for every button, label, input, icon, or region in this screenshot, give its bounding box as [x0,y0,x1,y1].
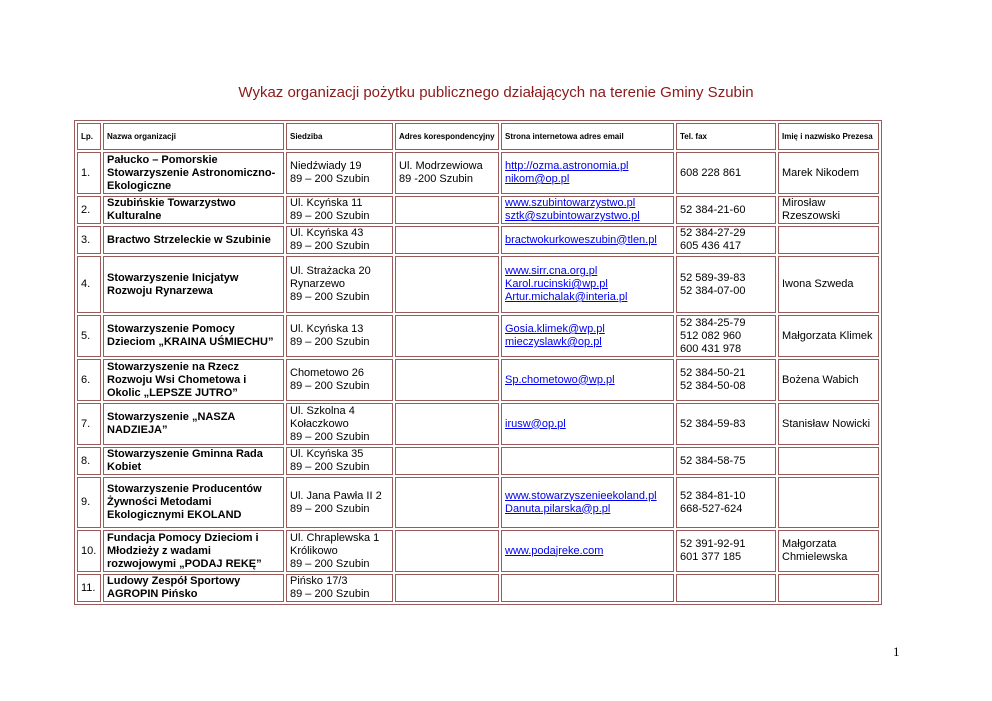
table-row [77,403,879,445]
web-email-link[interactable]: Gosia.klimek@wp.pl [505,323,605,335]
header-tel-fax: Tel. fax [676,123,776,150]
cell-line: Ul. Kcyńska 43 [290,227,364,239]
page-number: 1 [893,644,900,659]
cell-line: Ul. Kcyńska 13 [290,323,364,335]
cell-line: Ul. Kcyńska 11 [290,197,363,209]
cell-seat [286,196,393,224]
cell-line: 52 384-81-10 [680,489,746,502]
cell-line: Rynarzewo [290,278,346,290]
cell-line: Ul. Modrzewiowa [399,160,483,172]
web-email-link[interactable]: Danuta.pilarska@p.pl [505,502,611,515]
cell-organization-name: Fundacja Pomocy Dzieciom i Młodzieży z wadami rozwojowymi „PODAJ REKĘ” [103,530,284,572]
cell-web-email [501,152,674,194]
header-president: Imię i nazwisko Prezesa [778,123,879,150]
cell-organization-name: Stowarzyszenie Producentów Żywności Metodami Ekologicznymi EKOLAND [103,477,284,528]
cell-lp: 8. [77,447,101,475]
table-body [77,152,879,602]
web-email-link[interactable]: mieczyslawk@op.pl [505,336,602,348]
cell-mail-address [395,403,499,445]
header-seat: Siedziba [286,123,393,150]
cell-line: 608 228 861 [680,166,742,179]
cell-lp: 5. [77,315,101,357]
cell-president [778,477,879,528]
cell-president: Stanisław Nowicki [778,403,879,445]
cell-line: 512 082 960 [680,329,742,342]
cell-line: 52 384-27-29 [680,227,746,239]
web-email-link[interactable]: Sp.chometowo@wp.pl [505,373,615,386]
cell-seat [286,403,393,445]
cell-tel-fax [676,196,776,224]
cell-organization-name: Ludowy Zespół Sportowy AGROPIN Pińsko [103,574,284,602]
table-row [77,152,879,194]
cell-line: 600 431 978 [680,342,742,355]
cell-line: 89 – 200 Szubin [290,502,370,515]
header-name: Nazwa organizacji [103,123,284,150]
cell-seat [286,359,393,401]
cell-line: 52 391-92-91 [680,538,746,550]
cell-line: 89 -200 Szubin [399,173,473,185]
web-email-link[interactable]: www.szubintowarzystwo.pl [505,197,636,209]
cell-web-email [501,226,674,254]
table-row [77,315,879,357]
web-email-link[interactable]: Karol.rucinski@wp.pl [505,278,608,290]
cell-organization-name: Szubińskie Towarzystwo Kulturalne [103,196,284,224]
table-row [77,574,879,602]
cell-line: Pińsko 17/3 [290,575,348,587]
cell-organization-name: Stowarzyszenie Gminna Rada Kobiet [103,447,284,475]
cell-president: Małgorzata Klimek [778,315,879,357]
cell-line: 89 – 200 Szubin [290,557,370,570]
cell-line: Ul. Jana Pawła II 2 [290,489,382,502]
cell-web-email [501,315,674,357]
header-lp: Lp. [77,123,101,150]
cell-tel-fax [676,359,776,401]
cell-tel-fax [676,226,776,254]
cell-tel-fax [676,574,776,602]
cell-mail-address [395,477,499,528]
cell-line: 52 384-50-08 [680,380,746,392]
cell-seat [286,152,393,194]
cell-president: Małgorzata Chmielewska [778,530,879,572]
cell-line: 52 384-50-21 [680,367,746,379]
cell-president [778,447,879,475]
cell-mail-address [395,574,499,602]
cell-tel-fax [676,152,776,194]
cell-president: Iwona Szweda [778,256,879,313]
cell-lp: 11. [77,574,101,602]
cell-line: 89 – 200 Szubin [290,430,370,443]
organizations-table [74,120,882,605]
cell-mail-address [395,256,499,313]
web-email-link[interactable]: http://ozma.astronomia.pl [505,160,629,172]
cell-president [778,574,879,602]
cell-line: 89 – 200 Szubin [290,336,370,348]
cell-web-email [501,403,674,445]
cell-line: 52 384-07-00 [680,284,746,297]
cell-line: Niedźwiady 19 [290,160,362,172]
web-email-link[interactable]: nikom@op.pl [505,173,570,185]
cell-organization-name: Stowarzyszenie Pomocy Dzieciom „KRAINA UŚMIECHU” [103,315,284,357]
table-row [77,477,879,528]
cell-line: 89 – 200 Szubin [290,240,370,252]
web-email-link[interactable]: www.stowarzyszenieekoland.pl [505,489,657,502]
cell-line: 668-527-624 [680,502,743,515]
cell-mail-address [395,315,499,357]
cell-web-email [501,196,674,224]
cell-seat [286,315,393,357]
cell-organization-name: Stowarzyszenie „NASZA NADZIEJA” [103,403,284,445]
cell-mail-address [395,196,499,224]
cell-tel-fax [676,447,776,475]
cell-mail-address [395,226,499,254]
cell-line: 52 384-59-83 [680,417,746,430]
cell-line: 89 – 200 Szubin [290,173,370,185]
cell-line: 89 – 200 Szubin [290,588,370,600]
table-header-row [77,123,879,150]
cell-lp: 6. [77,359,101,401]
cell-seat [286,574,393,602]
cell-line: 601 377 185 [680,551,742,563]
cell-tel-fax [676,315,776,357]
cell-tel-fax [676,530,776,572]
table-row [77,530,879,572]
cell-president: Marek Nikodem [778,152,879,194]
cell-seat [286,447,393,475]
header-web-email: Strona internetowa adres email [501,123,674,150]
cell-line: 89 – 200 Szubin [290,210,370,222]
table-row [77,226,879,254]
cell-president: Mirosław Rzeszowski [778,196,879,224]
cell-seat [286,477,393,528]
cell-line: 52 384-58-75 [680,454,746,467]
cell-tel-fax [676,403,776,445]
cell-line: Ul. Chraplewska 1 [290,531,380,544]
web-email-link[interactable]: Artur.michalak@interia.pl [505,291,628,303]
cell-web-email [501,447,674,475]
cell-seat [286,256,393,313]
table-row [77,256,879,313]
cell-lp: 7. [77,403,101,445]
cell-seat [286,226,393,254]
cell-seat [286,530,393,572]
cell-line: Kołaczkowo [290,417,349,430]
cell-organization-name: Pałucko – Pomorskie Stowarzyszenie Astronomiczno-Ekologiczne [103,152,284,194]
cell-organization-name: Bractwo Strzeleckie w Szubinie [103,226,284,254]
cell-line: Chometowo 26 [290,367,364,379]
cell-mail-address [395,447,499,475]
cell-mail-address [395,152,499,194]
cell-lp: 3. [77,226,101,254]
cell-line: 605 436 417 [680,240,742,252]
table-row [77,196,879,224]
header-mail-address: Adres korespondencyjny [395,123,499,150]
web-email-link[interactable]: bractwokurkoweszubin@tlen.pl [505,233,657,246]
cell-line: Ul. Strażacka 20 [290,265,371,277]
cell-lp: 4. [77,256,101,313]
cell-line: 52 589-39-83 [680,271,746,284]
cell-president: Bożena Wabich [778,359,879,401]
table-row [77,359,879,401]
cell-tel-fax [676,477,776,528]
web-email-link[interactable]: sztk@szubintowarzystwo.pl [505,210,640,222]
cell-line: 52 384-21-60 [680,203,746,216]
document-title: Wykaz organizacji pożytku publicznego działających na terenie Gminy Szubin [238,84,754,101]
cell-line: 89 – 200 Szubin [290,461,370,473]
cell-organization-name: Stowarzyszenie Inicjatyw Rozwoju Rynarzewa [103,256,284,313]
cell-web-email [501,574,674,602]
cell-mail-address [395,530,499,572]
cell-line: 52 384-25-79 [680,316,746,329]
cell-line: 89 – 200 Szubin [290,380,370,392]
cell-web-email [501,256,674,313]
cell-tel-fax [676,256,776,313]
cell-web-email [501,359,674,401]
cell-lp: 1. [77,152,101,194]
cell-organization-name: Stowarzyszenie na Rzecz Rozwoju Wsi Chometowa i Okolic „LEPSZE JUTRO” [103,359,284,401]
cell-line: Ul. Szkolna 4 [290,404,355,417]
cell-lp: 10. [77,530,101,572]
cell-lp: 2. [77,196,101,224]
cell-line: Ul. Kcyńska 35 [290,448,364,460]
web-email-link[interactable]: irusw@op.pl [505,417,566,430]
web-email-link[interactable]: www.sirr.cna.org.pl [505,265,598,277]
cell-mail-address [395,359,499,401]
cell-line: Królikowo [290,544,338,557]
cell-web-email [501,530,674,572]
table-row [77,447,879,475]
web-email-link[interactable]: www.podajreke.com [505,544,604,557]
cell-president [778,226,879,254]
cell-line: 89 – 200 Szubin [290,291,370,303]
cell-web-email [501,477,674,528]
cell-lp: 9. [77,477,101,528]
